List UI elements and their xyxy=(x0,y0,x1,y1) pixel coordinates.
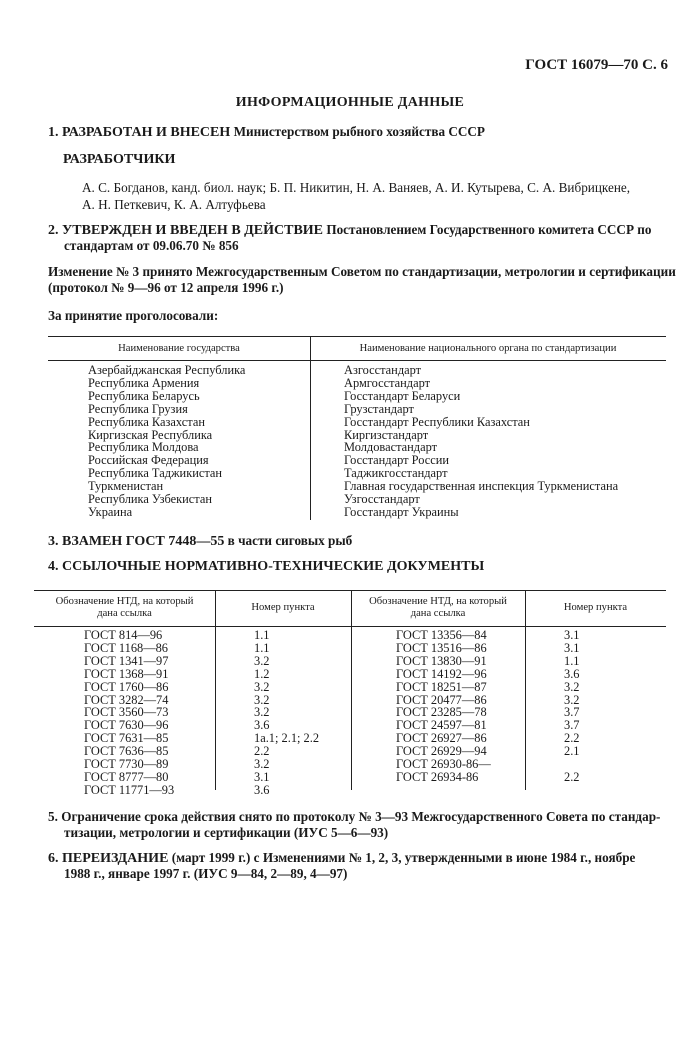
table-cell: ГОСТ 24597—81 xyxy=(396,718,487,733)
item-2-text-2: стандартам от 09.06.70 № 856 xyxy=(64,238,239,253)
developers-heading: РАЗРАБОТЧИКИ xyxy=(63,152,176,167)
bodies-col-header: Наименование национального органа по стандартизации xyxy=(359,343,617,354)
table-cell: ГОСТ 7631—85 xyxy=(84,731,169,746)
table-cell: 2.2 xyxy=(564,769,580,784)
table-divider xyxy=(310,336,311,520)
table-cell: Армгосстандарт xyxy=(344,375,431,390)
table-cell: ГОСТ 1368—91 xyxy=(84,666,169,681)
table-cell: 3.2 xyxy=(254,757,270,772)
item-6-lead: 6. ПЕРЕИЗДАНИЕ xyxy=(48,851,169,866)
table-cell: 3.2 xyxy=(254,692,270,707)
table-cell: ГОСТ 23285—78 xyxy=(396,705,487,720)
table-cell: Республика Таджикистан xyxy=(88,466,223,481)
item-2-lead: 2. УТВЕРЖДЕН И ВВЕДЕН В ДЕЙСТВИЕ xyxy=(48,223,324,238)
table-cell: ГОСТ 13516—86 xyxy=(396,640,487,655)
table-cell: ГОСТ 13356—84 xyxy=(396,628,487,642)
item-4-heading: 4. ССЫЛОЧНЫЕ НОРМАТИВНО-ТЕХНИЧЕСКИЕ ДОКУМЕНТЫ xyxy=(48,559,485,574)
table-cell: 3.1 xyxy=(564,640,580,655)
table-cell: ГОСТ 14192—96 xyxy=(396,666,487,681)
table-rule-top xyxy=(34,590,666,591)
table-cell: Узгосстандарт xyxy=(344,492,420,507)
table-cell: Республика Казахстан xyxy=(88,414,205,429)
table-cell: ГОСТ 26930-86— xyxy=(396,757,491,772)
header-line: дана ссылка xyxy=(97,608,152,619)
table-cell: Госстандарт Республики Казахстан xyxy=(344,414,530,429)
table-cell: 3.7 xyxy=(564,718,580,733)
table-cell: Республика Молдова xyxy=(88,440,199,455)
bodies-column xyxy=(344,364,618,519)
table-cell: 3.2 xyxy=(564,692,580,707)
item-5-line-2: тизации, метрологии и сертификации (ИУС 5—6—93) xyxy=(64,825,389,840)
table-cell: 1а.1; 2.1; 2.2 xyxy=(254,731,320,746)
table-cell: ГОСТ 1168—86 xyxy=(84,640,168,655)
refs-right-doc-header xyxy=(351,596,525,620)
table-cell: ГОСТ 1341—97 xyxy=(84,653,169,668)
table-cell: 2.1 xyxy=(564,744,580,759)
table-cell: 1.1 xyxy=(254,628,270,642)
table-cell: 3.6 xyxy=(564,666,580,681)
amendment-line-1: Изменение № 3 принято Межгосударственным Советом по стандартизации, метрологии и сертификации xyxy=(48,264,676,279)
table-divider xyxy=(351,590,352,790)
item-6-line-1: (март 1999 г.) с Изменениями № 1, 2, 3, утвержденными в июне 1984 г., ноябре xyxy=(171,850,636,865)
table-cell: 3.7 xyxy=(564,705,580,720)
table-divider xyxy=(215,590,216,790)
table-cell: 3.1 xyxy=(564,628,580,642)
table-cell: Азербайджанская Республика xyxy=(88,363,246,377)
table-rule-top xyxy=(48,336,666,337)
item-3-text: в части сиговых рыб xyxy=(227,533,353,548)
item-2-text-1: Постановлением Государственного комитета СССР по xyxy=(326,222,652,237)
amendment-line-2: (протокол № 9—96 от 12 апреля 1996 г.) xyxy=(48,280,284,295)
table-cell: Главная государственная инспекция Туркменистана xyxy=(344,479,619,494)
table-cell: Российская Федерация xyxy=(88,453,209,468)
table-cell: Республика Армения xyxy=(88,375,200,390)
table-cell: 3.2 xyxy=(254,653,270,668)
item-5-line-1: 5. Ограничение срока действия снято по протоколу № 3—93 Межгосударственного Совета по стандар- xyxy=(48,809,661,824)
header-line: Обозначение НТД, на который xyxy=(369,596,507,607)
table-cell: Грузстандарт xyxy=(344,401,414,416)
table-cell: Киргизская Республика xyxy=(88,427,213,442)
refs-right-items xyxy=(564,629,580,784)
table-cell: Таджикгосстандарт xyxy=(344,466,448,481)
refs-left-items xyxy=(254,629,319,797)
document-header-id: ГОСТ 16079—70 С. 6 xyxy=(525,57,668,73)
table-cell: 2.2 xyxy=(564,731,580,746)
table-divider xyxy=(525,590,526,790)
table-cell: Госстандарт Украины xyxy=(344,504,459,519)
table-cell: ГОСТ 11771—93 xyxy=(84,782,175,797)
item-2 xyxy=(48,222,652,240)
header-line: дана ссылка xyxy=(410,608,466,619)
page-title: ИНФОРМАЦИОННЫЕ ДАННЫЕ xyxy=(235,95,465,110)
table-cell: Туркменистан xyxy=(88,479,164,494)
item-6-line-2: 1988 г., январе 1997 г. (ИУС 9—84, 2—89, 4—97) xyxy=(64,866,348,881)
table-cell: 1.2 xyxy=(254,666,270,681)
header-line: Обозначение НТД, на который xyxy=(55,596,194,607)
table-cell: ГОСТ 3560—73 xyxy=(84,705,169,720)
states-col-header: Наименование государства xyxy=(118,343,240,354)
table-cell: ГОСТ 20477—86 xyxy=(396,692,487,707)
refs-right-docs xyxy=(396,629,491,784)
item-6 xyxy=(48,850,635,868)
states-column xyxy=(88,364,245,519)
item-1-lead: 1. РАЗРАБОТАН И ВНЕСЕН xyxy=(48,125,231,140)
table-cell: 1.1 xyxy=(564,653,580,668)
item-1-text: Министерством рыбного хозяйства СССР xyxy=(233,124,485,139)
table-cell: Республика Грузия xyxy=(88,401,188,416)
table-cell: Украина xyxy=(88,504,133,519)
voted-heading: За принятие проголосовали: xyxy=(48,308,219,323)
table-cell: 3.1 xyxy=(254,769,270,784)
refs-left-item-header: Номер пункта xyxy=(251,602,315,613)
table-cell: Молдовастандарт xyxy=(344,440,438,455)
table-cell: ГОСТ 3282—74 xyxy=(84,692,169,707)
table-cell: ГОСТ 26934-86 xyxy=(396,769,479,784)
table-cell: 3.6 xyxy=(254,718,270,733)
table-cell: Киргизстандарт xyxy=(344,427,429,442)
developers-line-2: А. Н. Петкевич, К. А. Алтуфьева xyxy=(82,197,266,212)
table-cell: ГОСТ 814—96 xyxy=(84,628,163,642)
table-rule-header xyxy=(48,360,666,361)
table-cell: Госстандарт Беларуси xyxy=(344,388,461,403)
table-cell: ГОСТ 26929—94 xyxy=(396,744,487,759)
table-cell: ГОСТ 18251—87 xyxy=(396,679,487,694)
developers-line-1: А. С. Богданов, канд. биол. наук; Б. П. Никитин, Н. А. Ваняев, А. И. Кутырева, С. А. Вибрицкене, xyxy=(82,180,631,195)
table-cell: Республика Узбекистан xyxy=(88,492,213,507)
refs-left-doc-header xyxy=(34,596,215,620)
table-rule-header xyxy=(34,626,666,627)
table-cell: Азгосстандарт xyxy=(344,363,422,377)
table-cell: 3.2 xyxy=(564,679,580,694)
table-cell: ГОСТ 7636—85 xyxy=(84,744,169,759)
refs-left-docs xyxy=(84,629,174,797)
table-cell: 3.6 xyxy=(254,782,270,797)
table-cell: ГОСТ 7630—96 xyxy=(84,718,169,733)
refs-right-item-header: Номер пункта xyxy=(563,602,628,613)
table-cell: 2.2 xyxy=(254,744,270,759)
table-cell: ГОСТ 26927—86 xyxy=(396,731,487,746)
table-cell: ГОСТ 7730—89 xyxy=(84,757,169,772)
item-1 xyxy=(48,124,485,142)
table-cell: Республика Беларусь xyxy=(88,388,200,403)
table-cell: Госстандарт России xyxy=(344,453,449,468)
table-cell: 3.2 xyxy=(254,705,270,720)
table-cell: ГОСТ 8777—80 xyxy=(84,769,169,784)
table-cell: 1.1 xyxy=(254,640,270,655)
table-cell: ГОСТ 1760—86 xyxy=(84,679,169,694)
item-3 xyxy=(48,533,352,551)
table-cell: ГОСТ 13830—91 xyxy=(396,653,487,668)
item-3-lead: 3. ВЗАМЕН ГОСТ 7448—55 xyxy=(48,534,225,549)
table-cell: 3.2 xyxy=(254,679,270,694)
